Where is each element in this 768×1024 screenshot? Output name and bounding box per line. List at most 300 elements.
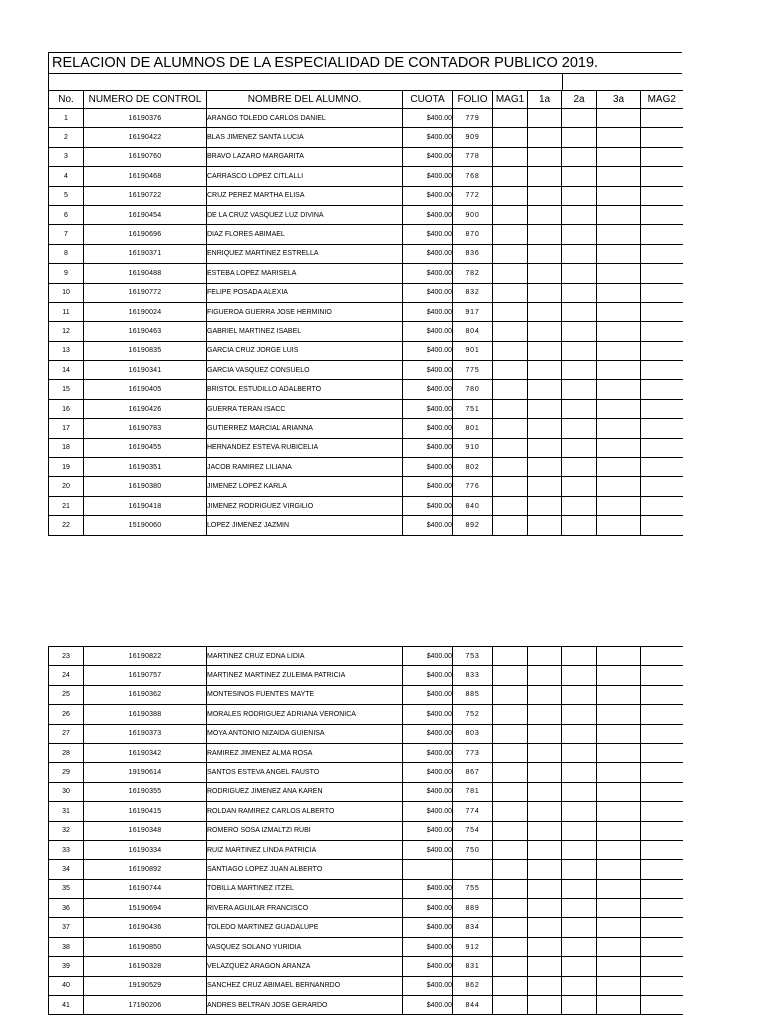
row-number: 22: [49, 516, 84, 535]
control-number: 16190388: [84, 705, 207, 724]
mag2-cell: [641, 496, 683, 515]
student-list-bottom: [48, 646, 682, 1015]
first-cell: [528, 205, 562, 224]
mag1-cell: [493, 244, 528, 263]
mag2-cell: [641, 380, 683, 399]
folio-number: 779: [453, 109, 493, 128]
mag1-cell: [493, 802, 528, 821]
mag1-cell: [493, 705, 528, 724]
table-row: [49, 361, 683, 380]
mag2-cell: [641, 763, 683, 782]
cuota-amount: $400.00: [403, 937, 453, 956]
folio-number: 775: [453, 361, 493, 380]
mag2-cell: [641, 918, 683, 937]
mag2-cell: [641, 782, 683, 801]
second-cell: [562, 666, 597, 685]
mag1-cell: [493, 458, 528, 477]
first-cell: [528, 996, 562, 1015]
third-cell: [597, 419, 641, 438]
student-name: MARTINEZ CRUZ EDNA LIDIA: [207, 647, 403, 666]
table-row: [49, 225, 683, 244]
mag2-cell: [641, 937, 683, 956]
mag1-cell: [493, 225, 528, 244]
mag1-cell: [493, 361, 528, 380]
table-row: [49, 860, 683, 879]
control-number: 16190371: [84, 244, 207, 263]
second-cell: [562, 283, 597, 302]
student-name: BRAVO LAZARO MARGARITA: [207, 147, 403, 166]
table-row: [49, 918, 683, 937]
control-number: 16190835: [84, 341, 207, 360]
folio-number: 802: [453, 458, 493, 477]
student-table-bottom: [48, 646, 683, 1015]
control-number: 16190351: [84, 458, 207, 477]
control-number: 16190463: [84, 322, 207, 341]
third-cell: [597, 685, 641, 704]
third-cell: [597, 458, 641, 477]
row-number: 9: [49, 264, 84, 283]
cuota-amount: $400.00: [403, 458, 453, 477]
second-cell: [562, 918, 597, 937]
mag2-cell: [641, 109, 683, 128]
folio-number: 751: [453, 399, 493, 418]
table-row: [49, 957, 683, 976]
mag1-cell: [493, 205, 528, 224]
first-cell: [528, 782, 562, 801]
student-name: GUTIERREZ MARCIAL ARIANNA: [207, 419, 403, 438]
first-cell: [528, 860, 562, 879]
table-row: [49, 128, 683, 147]
control-number: 19190614: [84, 763, 207, 782]
first-cell: [528, 341, 562, 360]
cuota-amount: [403, 860, 453, 879]
row-number: 28: [49, 743, 84, 762]
table-row: [49, 147, 683, 166]
table-row: [49, 167, 683, 186]
third-cell: [597, 244, 641, 263]
first-cell: [528, 516, 562, 535]
row-number: 11: [49, 302, 84, 321]
control-number: 16190415: [84, 802, 207, 821]
folio-number: 831: [453, 957, 493, 976]
first-cell: [528, 419, 562, 438]
row-number: 26: [49, 705, 84, 724]
control-number: 16190405: [84, 380, 207, 399]
first-cell: [528, 840, 562, 859]
student-name: CRUZ PEREZ MARTHA ELISA: [207, 186, 403, 205]
column-header-no: No.: [49, 91, 84, 109]
mag2-cell: [641, 821, 683, 840]
table-row: [49, 821, 683, 840]
control-number: 16190380: [84, 477, 207, 496]
mag1-cell: [493, 763, 528, 782]
student-name: ESTEBA LOPEZ MARISELA: [207, 264, 403, 283]
first-cell: [528, 322, 562, 341]
cuota-amount: $400.00: [403, 496, 453, 515]
row-number: 32: [49, 821, 84, 840]
second-cell: [562, 302, 597, 321]
cuota-amount: $400.00: [403, 647, 453, 666]
second-cell: [562, 477, 597, 496]
mag2-cell: [641, 361, 683, 380]
table-row: [49, 205, 683, 224]
mag1-cell: [493, 302, 528, 321]
third-cell: [597, 782, 641, 801]
mag2-cell: [641, 724, 683, 743]
mag2-cell: [641, 705, 683, 724]
first-cell: [528, 477, 562, 496]
control-number: 16190362: [84, 685, 207, 704]
cuota-amount: $400.00: [403, 743, 453, 762]
mag1-cell: [493, 264, 528, 283]
third-cell: [597, 666, 641, 685]
mag1-cell: [493, 782, 528, 801]
control-number: 16190850: [84, 937, 207, 956]
control-number: 16190454: [84, 205, 207, 224]
table-row: [49, 666, 683, 685]
student-name: TOBILLA MARTINEZ ITZEL: [207, 879, 403, 898]
cuota-amount: $400.00: [403, 361, 453, 380]
second-cell: [562, 438, 597, 457]
first-cell: [528, 109, 562, 128]
cuota-amount: $400.00: [403, 879, 453, 898]
mag1-cell: [493, 996, 528, 1015]
second-cell: [562, 361, 597, 380]
third-cell: [597, 860, 641, 879]
student-name: GARCIA CRUZ JORGE LUIS: [207, 341, 403, 360]
control-number: 16190373: [84, 724, 207, 743]
third-cell: [597, 743, 641, 762]
folio-number: 909: [453, 128, 493, 147]
mag1-cell: [493, 724, 528, 743]
student-name: RAMIREZ JIMENEZ ALMA ROSA: [207, 743, 403, 762]
cuota-amount: $400.00: [403, 205, 453, 224]
second-cell: [562, 821, 597, 840]
control-number: 16190757: [84, 666, 207, 685]
control-number: 16190783: [84, 419, 207, 438]
first-cell: [528, 496, 562, 515]
control-number: 16190418: [84, 496, 207, 515]
second-cell: [562, 244, 597, 263]
mag2-cell: [641, 743, 683, 762]
student-table-top: [48, 90, 683, 536]
row-number: 4: [49, 167, 84, 186]
row-number: 27: [49, 724, 84, 743]
column-header-1a: 1a: [528, 91, 562, 109]
row-number: 23: [49, 647, 84, 666]
first-cell: [528, 186, 562, 205]
student-name: ENRIQUEZ MARTINEZ ESTRELLA: [207, 244, 403, 263]
second-cell: [562, 705, 597, 724]
table-row: [49, 283, 683, 302]
third-cell: [597, 496, 641, 515]
mag1-cell: [493, 399, 528, 418]
mag2-cell: [641, 647, 683, 666]
column-header-folio: FOLIO: [453, 91, 493, 109]
second-cell: [562, 167, 597, 186]
second-cell: [562, 976, 597, 995]
mag1-cell: [493, 496, 528, 515]
mag1-cell: [493, 976, 528, 995]
folio-number: 844: [453, 996, 493, 1015]
control-number: 16190722: [84, 186, 207, 205]
row-number: 38: [49, 937, 84, 956]
table-row: [49, 802, 683, 821]
first-cell: [528, 724, 562, 743]
row-number: 5: [49, 186, 84, 205]
mag2-cell: [641, 477, 683, 496]
third-cell: [597, 705, 641, 724]
student-name: ARANGO TOLEDO CARLOS DANIEL: [207, 109, 403, 128]
cuota-amount: $400.00: [403, 147, 453, 166]
second-cell: [562, 899, 597, 918]
second-cell: [562, 458, 597, 477]
third-cell: [597, 821, 641, 840]
control-number: 16190892: [84, 860, 207, 879]
control-number: 16190436: [84, 918, 207, 937]
cuota-amount: $400.00: [403, 996, 453, 1015]
second-cell: [562, 802, 597, 821]
third-cell: [597, 763, 641, 782]
first-cell: [528, 821, 562, 840]
first-cell: [528, 458, 562, 477]
mag2-cell: [641, 976, 683, 995]
table-row: [49, 879, 683, 898]
second-cell: [562, 937, 597, 956]
mag1-cell: [493, 918, 528, 937]
third-cell: [597, 322, 641, 341]
table-row: [49, 705, 683, 724]
student-name: GARCIA VASQUEZ CONSUELO: [207, 361, 403, 380]
mag2-cell: [641, 244, 683, 263]
second-cell: [562, 860, 597, 879]
mag1-cell: [493, 685, 528, 704]
third-cell: [597, 957, 641, 976]
control-number: 16190355: [84, 782, 207, 801]
cuota-amount: $400.00: [403, 264, 453, 283]
second-cell: [562, 186, 597, 205]
control-number: 16190772: [84, 283, 207, 302]
folio-number: 901: [453, 341, 493, 360]
mag2-cell: [641, 685, 683, 704]
second-cell: [562, 516, 597, 535]
control-number: 16190426: [84, 399, 207, 418]
table-row: [49, 186, 683, 205]
student-name: DIAZ FLORES ABIMAEL: [207, 225, 403, 244]
first-cell: [528, 361, 562, 380]
second-cell: [562, 647, 597, 666]
folio-number: 772: [453, 186, 493, 205]
column-header-3a: 3a: [597, 91, 641, 109]
second-cell: [562, 128, 597, 147]
table-row: [49, 477, 683, 496]
second-cell: [562, 743, 597, 762]
student-name: MOYA ANTONIO NIZAIDA GUIENISA: [207, 724, 403, 743]
third-cell: [597, 147, 641, 166]
folio-number: 840: [453, 496, 493, 515]
folio-number: 778: [453, 147, 493, 166]
row-number: 6: [49, 205, 84, 224]
control-number: 16190024: [84, 302, 207, 321]
first-cell: [528, 743, 562, 762]
first-cell: [528, 225, 562, 244]
table-row: [49, 996, 683, 1015]
folio-number: 910: [453, 438, 493, 457]
second-cell: [562, 380, 597, 399]
student-name: VASQUEZ SOLANO YURIDIA: [207, 937, 403, 956]
mag2-cell: [641, 899, 683, 918]
mag2-cell: [641, 264, 683, 283]
first-cell: [528, 283, 562, 302]
table-row: [49, 264, 683, 283]
first-cell: [528, 976, 562, 995]
control-number: 16190376: [84, 109, 207, 128]
student-name: LOPEZ JIMENEZ JAZMIN: [207, 516, 403, 535]
control-number: 16190348: [84, 821, 207, 840]
mag1-cell: [493, 322, 528, 341]
mag1-cell: [493, 743, 528, 762]
cuota-amount: $400.00: [403, 438, 453, 457]
cuota-amount: $400.00: [403, 685, 453, 704]
first-cell: [528, 937, 562, 956]
row-number: 8: [49, 244, 84, 263]
folio-number: 755: [453, 879, 493, 898]
third-cell: [597, 264, 641, 283]
third-cell: [597, 283, 641, 302]
third-cell: [597, 899, 641, 918]
table-row: [49, 419, 683, 438]
mag1-cell: [493, 128, 528, 147]
folio-number: 833: [453, 666, 493, 685]
row-number: 10: [49, 283, 84, 302]
mag1-cell: [493, 840, 528, 859]
cuota-amount: $400.00: [403, 821, 453, 840]
mag2-cell: [641, 225, 683, 244]
cuota-amount: $400.00: [403, 724, 453, 743]
third-cell: [597, 205, 641, 224]
mag1-cell: [493, 516, 528, 535]
table-row: [49, 685, 683, 704]
row-number: 17: [49, 419, 84, 438]
student-name: CARRASCO LOPEZ CITLALLI: [207, 167, 403, 186]
table-row: [49, 244, 683, 263]
table-row: [49, 782, 683, 801]
third-cell: [597, 167, 641, 186]
mag2-cell: [641, 666, 683, 685]
mag1-cell: [493, 957, 528, 976]
third-cell: [597, 918, 641, 937]
control-number: 16190422: [84, 128, 207, 147]
first-cell: [528, 899, 562, 918]
third-cell: [597, 516, 641, 535]
cuota-amount: $400.00: [403, 899, 453, 918]
row-number: 24: [49, 666, 84, 685]
row-number: 21: [49, 496, 84, 515]
control-number: 15190060: [84, 516, 207, 535]
second-cell: [562, 840, 597, 859]
third-cell: [597, 438, 641, 457]
student-name: SANTIAGO LOPEZ JUAN ALBERTO: [207, 860, 403, 879]
cuota-amount: $400.00: [403, 109, 453, 128]
cuota-amount: $400.00: [403, 705, 453, 724]
cuota-amount: $400.00: [403, 244, 453, 263]
mag1-cell: [493, 419, 528, 438]
cuota-amount: $400.00: [403, 763, 453, 782]
mag2-cell: [641, 341, 683, 360]
row-number: 31: [49, 802, 84, 821]
student-name: ROMERO SOSA IZMALTZI RUBI: [207, 821, 403, 840]
row-number: 18: [49, 438, 84, 457]
column-header-cuota: CUOTA: [403, 91, 453, 109]
control-number: 16190468: [84, 167, 207, 186]
folio-number: 862: [453, 976, 493, 995]
mag1-cell: [493, 647, 528, 666]
cuota-amount: $400.00: [403, 782, 453, 801]
third-cell: [597, 996, 641, 1015]
first-cell: [528, 128, 562, 147]
second-cell: [562, 147, 597, 166]
second-cell: [562, 341, 597, 360]
first-cell: [528, 685, 562, 704]
folio-number: 754: [453, 821, 493, 840]
student-name: BLAS JIMENEZ SANTA LUCIA: [207, 128, 403, 147]
third-cell: [597, 128, 641, 147]
folio-number: 889: [453, 899, 493, 918]
control-number: 16190696: [84, 225, 207, 244]
table-row: [49, 438, 683, 457]
mag1-cell: [493, 899, 528, 918]
mag2-cell: [641, 802, 683, 821]
cuota-amount: $400.00: [403, 516, 453, 535]
table-row: [49, 743, 683, 762]
control-number: 16190342: [84, 743, 207, 762]
control-number: 15190694: [84, 899, 207, 918]
cuota-amount: $400.00: [403, 419, 453, 438]
row-number: 40: [49, 976, 84, 995]
row-number: 30: [49, 782, 84, 801]
student-list-top: [48, 52, 682, 536]
control-number: 16190341: [84, 361, 207, 380]
row-number: 13: [49, 341, 84, 360]
control-number: 19190529: [84, 976, 207, 995]
mag1-cell: [493, 821, 528, 840]
row-number: 25: [49, 685, 84, 704]
folio-number: 870: [453, 225, 493, 244]
third-cell: [597, 341, 641, 360]
cuota-amount: $400.00: [403, 957, 453, 976]
first-cell: [528, 147, 562, 166]
first-cell: [528, 167, 562, 186]
folio-number: 781: [453, 782, 493, 801]
cuota-amount: $400.00: [403, 167, 453, 186]
cuota-amount: $400.00: [403, 341, 453, 360]
table-row: [49, 380, 683, 399]
folio-number: 782: [453, 264, 493, 283]
second-cell: [562, 996, 597, 1015]
first-cell: [528, 438, 562, 457]
first-cell: [528, 705, 562, 724]
first-cell: [528, 647, 562, 666]
cuota-amount: $400.00: [403, 283, 453, 302]
row-number: 37: [49, 918, 84, 937]
first-cell: [528, 302, 562, 321]
cuota-amount: $400.00: [403, 399, 453, 418]
table-row: [49, 763, 683, 782]
third-cell: [597, 399, 641, 418]
cuota-amount: $400.00: [403, 128, 453, 147]
student-name: GUERRA TERAN ISACC: [207, 399, 403, 418]
student-name: JIMENEZ LOPEZ KARLA: [207, 477, 403, 496]
